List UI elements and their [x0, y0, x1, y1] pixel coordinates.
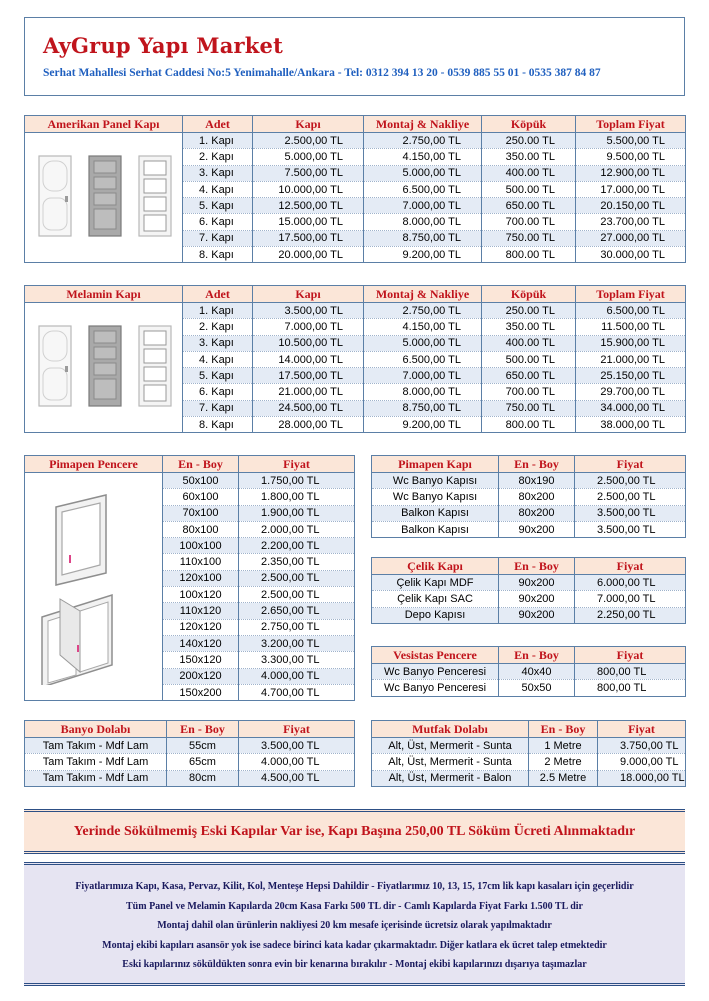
- table-cell: Wc Banyo Penceresi: [372, 680, 499, 696]
- table-cell: Balkon Kapısı: [372, 505, 499, 521]
- table-cell: 750.00 TL: [482, 230, 576, 246]
- table-cell: Wc Banyo Kapısı: [372, 473, 499, 489]
- table-cell: 4.000,00 TL: [239, 754, 355, 770]
- table-header-row: [25, 116, 686, 133]
- table-cell: 25.150,00 TL: [576, 368, 686, 384]
- table-cell: 8.750,00 TL: [364, 400, 482, 416]
- table-cell: 150x120: [163, 652, 239, 668]
- table-cell: 90x200: [499, 591, 575, 607]
- table-cell: 21.000,00 TL: [576, 351, 686, 367]
- footer-line: Fiyatlarımıza Kapı, Kasa, Pervaz, Kilit, Kol, Menteşe Hepsi Dahildir - Fiyatlarımız 10, 13, 15, 17cm lik kapı kasaları için geçerlidir: [75, 881, 634, 892]
- table-cell: 2.250,00 TL: [575, 607, 686, 623]
- table-cell: 21.000,00 TL: [253, 384, 364, 400]
- table-cell: 6.500,00 TL: [364, 181, 482, 197]
- footer-info: [24, 862, 685, 986]
- footer-line: Montaj dahil olan ürünlerin nakliyesi 20 km mesafe içerisinde ücretsiz olarak yapılmaktadır: [157, 920, 552, 931]
- table-cell: 20.000,00 TL: [253, 247, 364, 263]
- door-images: [29, 146, 179, 246]
- panel-door-grey-icon: [89, 156, 121, 236]
- table-cell: 90x200: [499, 607, 575, 623]
- footer-line: Eski kapılarınız söküldükten sonra evin bir kenarına bırakılır - Montaj ekibi kapılarınızı dışarıya taşımazlar: [122, 959, 587, 970]
- panel-door-white-icon: [39, 326, 71, 406]
- table-cell: 6. Kapı: [183, 214, 253, 230]
- header-cell: Adet: [183, 286, 253, 303]
- table-cell: 80x100: [163, 521, 239, 537]
- table-cell: 350.00 TL: [482, 149, 576, 165]
- table-cell: Wc Banyo Penceresi: [372, 664, 499, 680]
- table-cell: 6.500,00 TL: [364, 351, 482, 367]
- table-cell: 100x120: [163, 587, 239, 603]
- panel-door-white-icon: [39, 156, 71, 236]
- table-cell: 2.750,00 TL: [239, 619, 355, 635]
- table-row: [25, 770, 355, 786]
- table-cell: 20.150,00 TL: [576, 198, 686, 214]
- table-cell: 2.750,00 TL: [364, 303, 482, 319]
- table-cell: 34.000,00 TL: [576, 400, 686, 416]
- table-cell: 7.000,00 TL: [364, 198, 482, 214]
- table-cell: 90x200: [499, 575, 575, 591]
- table-cell: 8.000,00 TL: [364, 384, 482, 400]
- table-cell: 800,00 TL: [575, 664, 686, 680]
- table-cell: 5. Kapı: [183, 368, 253, 384]
- panel-door-grey-icon: [89, 326, 121, 406]
- table-cell: 3.300,00 TL: [239, 652, 355, 668]
- table-cell: 3.500,00 TL: [253, 303, 364, 319]
- header-cell: Mutfak Dolabı: [372, 721, 529, 738]
- table-header-row: [372, 721, 686, 738]
- table-cell: 250.00 TL: [482, 133, 576, 149]
- table-cell: 8. Kapı: [183, 247, 253, 263]
- window-images: [34, 485, 154, 685]
- table-cell: 80x200: [499, 505, 575, 521]
- table-cell: 28.000,00 TL: [253, 417, 364, 433]
- melamin-kapi-table: [24, 285, 686, 433]
- table-cell: 50x100: [163, 473, 239, 489]
- table-cell: Depo Kapısı: [372, 607, 499, 623]
- header-cell: En - Boy: [499, 456, 575, 473]
- header-cell: En - Boy: [529, 721, 598, 738]
- header-cell: En - Boy: [499, 647, 575, 664]
- table-cell: 7.500,00 TL: [253, 165, 364, 181]
- table-cell: 70x100: [163, 505, 239, 521]
- header-cell: En - Boy: [499, 558, 575, 575]
- table-cell: 120x100: [163, 570, 239, 586]
- removal-fee-notice: [24, 809, 685, 854]
- table-cell: 8. Kapı: [183, 417, 253, 433]
- table-cell: 800.00 TL: [482, 247, 576, 263]
- table-cell: 2.500,00 TL: [239, 570, 355, 586]
- table-cell: 2.500,00 TL: [575, 473, 686, 489]
- table-cell: 110x100: [163, 554, 239, 570]
- door-images: [29, 316, 179, 416]
- table-cell: 60x100: [163, 489, 239, 505]
- header-cell: Fiyat: [575, 647, 686, 664]
- table-cell: 1. Kapı: [183, 133, 253, 149]
- table-cell: Tam Takım - Mdf Lam: [25, 738, 167, 754]
- table-row: [25, 738, 355, 754]
- header-cell: Montaj & Nakliye: [364, 286, 482, 303]
- table-cell: 2.750,00 TL: [364, 133, 482, 149]
- table-cell: 800,00 TL: [575, 680, 686, 696]
- header-cell: Fiyat: [239, 721, 355, 738]
- table-cell: 4.700,00 TL: [239, 684, 355, 700]
- table-cell: 500.00 TL: [482, 181, 576, 197]
- table-cell: 1.800,00 TL: [239, 489, 355, 505]
- table-row: [25, 754, 355, 770]
- table-cell: 50x50: [499, 680, 575, 696]
- table-cell: 110x120: [163, 603, 239, 619]
- header-cell: Fiyat: [598, 721, 686, 738]
- header-cell: Pimapen Kapı: [372, 456, 499, 473]
- table-row: [372, 505, 686, 521]
- header-cell: En - Boy: [167, 721, 239, 738]
- table-cell: Alt, Üst, Mermerit - Sunta: [372, 754, 529, 770]
- table-cell: 55cm: [167, 738, 239, 754]
- table-cell: 10.000,00 TL: [253, 181, 364, 197]
- table-header-row: [25, 286, 686, 303]
- table-cell: 90x200: [499, 521, 575, 537]
- table-cell: 6.500,00 TL: [576, 303, 686, 319]
- table-cell: Tam Takım - Mdf Lam: [25, 754, 167, 770]
- brand-title: AyGrup Yapı Market: [43, 33, 283, 58]
- table-cell: Alt, Üst, Mermerit - Sunta: [372, 738, 529, 754]
- footer-line: Tüm Panel ve Melamin Kapılarda 20cm Kasa Farkı 500 TL dir - Camlı Kapılarda Fiyat Farkı 1.500 TL dir: [126, 900, 583, 912]
- table-row: [25, 303, 686, 319]
- table-cell: 7.000,00 TL: [253, 319, 364, 335]
- table-row: [372, 664, 686, 680]
- table-cell: 11.500,00 TL: [576, 319, 686, 335]
- table-row: [372, 473, 686, 489]
- table-cell: 1 Metre: [529, 738, 598, 754]
- table-cell: 1.750,00 TL: [239, 473, 355, 489]
- table-cell: Tam Takım - Mdf Lam: [25, 770, 167, 786]
- pvc-double-window-icon: [42, 595, 112, 685]
- table-header-row: [25, 456, 355, 473]
- table-row: [372, 738, 686, 754]
- glass-door-icon: [139, 326, 171, 406]
- table-cell: 3.500,00 TL: [239, 738, 355, 754]
- table-cell: 250.00 TL: [482, 303, 576, 319]
- table-cell: 5.000,00 TL: [364, 335, 482, 351]
- table-cell: 140x120: [163, 635, 239, 651]
- table-cell: 2.5 Metre: [529, 770, 598, 786]
- table-cell: 700.00 TL: [482, 384, 576, 400]
- table-cell: 3.500,00 TL: [575, 521, 686, 537]
- table-cell: 15.900,00 TL: [576, 335, 686, 351]
- table-cell: 2.500,00 TL: [239, 587, 355, 603]
- table-cell: 100x100: [163, 538, 239, 554]
- product-image: [25, 473, 163, 701]
- table-cell: 2. Kapı: [183, 319, 253, 335]
- header-cell: Montaj & Nakliye: [364, 116, 482, 133]
- table-cell: 650.00 TL: [482, 368, 576, 384]
- vesistas-pencere-table: [371, 646, 686, 697]
- header-cell: Fiyat: [575, 456, 686, 473]
- table-cell: 3.750,00 TL: [598, 738, 686, 754]
- table-cell: 750.00 TL: [482, 400, 576, 416]
- table-cell: 5.000,00 TL: [364, 165, 482, 181]
- table-cell: 3.500,00 TL: [575, 505, 686, 521]
- amerikan-panel-kapi-table: [24, 115, 686, 263]
- header-cell: Köpük: [482, 286, 576, 303]
- mutfak-dolabi-table: [371, 720, 686, 787]
- table-cell: 38.000,00 TL: [576, 417, 686, 433]
- table-cell: 14.000,00 TL: [253, 351, 364, 367]
- table-cell: 9.000,00 TL: [598, 754, 686, 770]
- table-cell: 29.700,00 TL: [576, 384, 686, 400]
- footer-line: Montaj ekibi kapıları asansör yok ise sadece birinci kata kadar çıkarmaktadır. Diğer katlara ek ücret talep etmektedir: [102, 939, 607, 951]
- table-cell: 2.200,00 TL: [239, 538, 355, 554]
- table-header-row: [372, 456, 686, 473]
- table-header-row: [372, 647, 686, 664]
- table-cell: 1.900,00 TL: [239, 505, 355, 521]
- table-cell: 9.200,00 TL: [364, 247, 482, 263]
- header-cell: Fiyat: [239, 456, 355, 473]
- table-row: [372, 521, 686, 537]
- table-cell: 500.00 TL: [482, 351, 576, 367]
- table-cell: Çelik Kapı SAC: [372, 591, 499, 607]
- header-cell: Kapı: [253, 286, 364, 303]
- header-cell: Pimapen Pencere: [25, 456, 163, 473]
- table-cell: 400.00 TL: [482, 335, 576, 351]
- table-cell: 24.500,00 TL: [253, 400, 364, 416]
- table-cell: 5.000,00 TL: [253, 149, 364, 165]
- table-cell: 9.500,00 TL: [576, 149, 686, 165]
- table-cell: Çelik Kapı MDF: [372, 575, 499, 591]
- table-cell: 2. Kapı: [183, 149, 253, 165]
- table-cell: 350.00 TL: [482, 319, 576, 335]
- table-cell: 3.200,00 TL: [239, 635, 355, 651]
- table-cell: 4. Kapı: [183, 181, 253, 197]
- table-cell: 8.750,00 TL: [364, 230, 482, 246]
- table-cell: 6.000,00 TL: [575, 575, 686, 591]
- header-cell: Melamin Kapı: [25, 286, 183, 303]
- table-cell: 17.500,00 TL: [253, 368, 364, 384]
- table-cell: 650.00 TL: [482, 198, 576, 214]
- table-cell: 8.000,00 TL: [364, 214, 482, 230]
- table-header-row: [372, 558, 686, 575]
- table-cell: 700.00 TL: [482, 214, 576, 230]
- store-header: [24, 17, 685, 96]
- table-cell: 9.200,00 TL: [364, 417, 482, 433]
- glass-door-icon: [139, 156, 171, 236]
- table-cell: 7. Kapı: [183, 400, 253, 416]
- header-cell: Adet: [183, 116, 253, 133]
- product-image: [25, 303, 183, 433]
- table-row: [372, 770, 686, 786]
- header-cell: Banyo Dolabı: [25, 721, 167, 738]
- header-cell: Toplam Fiyat: [576, 286, 686, 303]
- table-cell: 800.00 TL: [482, 417, 576, 433]
- table-cell: 10.500,00 TL: [253, 335, 364, 351]
- header-cell: Köpük: [482, 116, 576, 133]
- table-cell: 2 Metre: [529, 754, 598, 770]
- table-cell: 7.000,00 TL: [364, 368, 482, 384]
- header-cell: Kapı: [253, 116, 364, 133]
- table-cell: 80cm: [167, 770, 239, 786]
- pimapen-pencere-table: [24, 455, 355, 701]
- table-cell: 4.150,00 TL: [364, 149, 482, 165]
- table-cell: 2.350,00 TL: [239, 554, 355, 570]
- notice-text: Yerinde Sökülmemiş Eski Kapılar Var ise, Kapı Başına 250,00 TL Söküm Ücreti Alınmaktadır: [73, 824, 636, 839]
- table-row: [372, 754, 686, 770]
- table-cell: 2.500,00 TL: [575, 489, 686, 505]
- table-cell: 200x120: [163, 668, 239, 684]
- table-cell: 18.000,00 TL: [598, 770, 686, 786]
- table-cell: 2.000,00 TL: [239, 521, 355, 537]
- table-cell: 15.000,00 TL: [253, 214, 364, 230]
- table-cell: Alt, Üst, Mermerit - Balon: [372, 770, 529, 786]
- table-row: [372, 575, 686, 591]
- table-row: [372, 680, 686, 696]
- table-cell: 27.000,00 TL: [576, 230, 686, 246]
- table-row: [372, 607, 686, 623]
- table-cell: 6. Kapı: [183, 384, 253, 400]
- table-cell: 5. Kapı: [183, 198, 253, 214]
- celik-kapi-table: [371, 557, 686, 624]
- table-cell: 4.500,00 TL: [239, 770, 355, 786]
- pimapen-kapi-table: [371, 455, 686, 538]
- table-cell: 120x120: [163, 619, 239, 635]
- table-cell: 30.000,00 TL: [576, 247, 686, 263]
- table-header-row: [25, 721, 355, 738]
- table-cell: 80x200: [499, 489, 575, 505]
- table-cell: 5.500,00 TL: [576, 133, 686, 149]
- table-cell: 4.000,00 TL: [239, 668, 355, 684]
- header-cell: Fiyat: [575, 558, 686, 575]
- table-cell: 17.500,00 TL: [253, 230, 364, 246]
- table-cell: 7. Kapı: [183, 230, 253, 246]
- table-cell: 3. Kapı: [183, 165, 253, 181]
- header-cell: En - Boy: [163, 456, 239, 473]
- contact-info: Serhat Mahallesi Serhat Caddesi No:5 Yenimahalle/Ankara - Tel: 0312 394 13 20 - 0539 885 55 01 - 0535 387 84 87: [43, 67, 601, 79]
- table-cell: Wc Banyo Kapısı: [372, 489, 499, 505]
- table-cell: 150x200: [163, 684, 239, 700]
- table-row: [372, 489, 686, 505]
- banyo-dolabi-table: [24, 720, 355, 787]
- table-cell: 2.650,00 TL: [239, 603, 355, 619]
- table-cell: 12.900,00 TL: [576, 165, 686, 181]
- header-cell: Amerikan Panel Kapı: [25, 116, 183, 133]
- table-row: [25, 133, 686, 149]
- table-cell: 40x40: [499, 664, 575, 680]
- table-cell: Balkon Kapısı: [372, 521, 499, 537]
- table-cell: 2.500,00 TL: [253, 133, 364, 149]
- table-cell: 23.700,00 TL: [576, 214, 686, 230]
- table-cell: 80x190: [499, 473, 575, 489]
- table-cell: 65cm: [167, 754, 239, 770]
- table-row: [372, 591, 686, 607]
- header-cell: Çelik Kapı: [372, 558, 499, 575]
- table-cell: 1. Kapı: [183, 303, 253, 319]
- product-image: [25, 133, 183, 263]
- table-row: [25, 473, 355, 489]
- table-cell: 12.500,00 TL: [253, 198, 364, 214]
- table-cell: 17.000,00 TL: [576, 181, 686, 197]
- pvc-window-icon: [56, 495, 106, 585]
- header-cell: Toplam Fiyat: [576, 116, 686, 133]
- table-cell: 7.000,00 TL: [575, 591, 686, 607]
- table-cell: 3. Kapı: [183, 335, 253, 351]
- table-cell: 4.150,00 TL: [364, 319, 482, 335]
- header-cell: Vesistas Pencere: [372, 647, 499, 664]
- table-cell: 400.00 TL: [482, 165, 576, 181]
- table-cell: 4. Kapı: [183, 351, 253, 367]
